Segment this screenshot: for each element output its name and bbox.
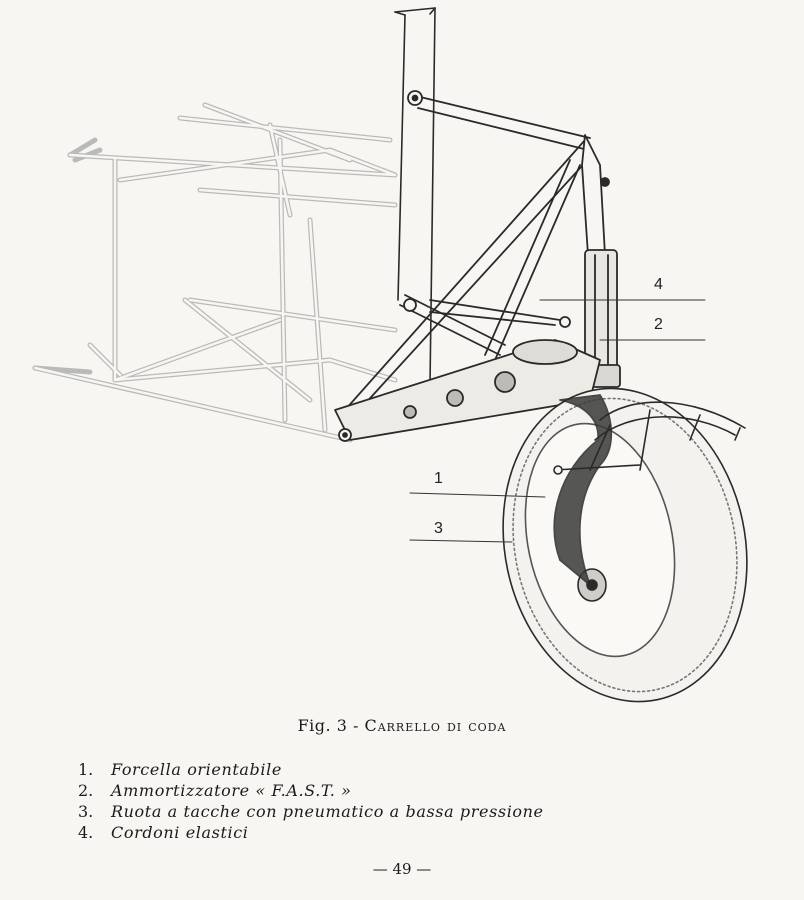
tail-wheel (475, 366, 775, 710)
legend-item-text: Ammortizzatore « F.A.S.T. » (111, 781, 352, 800)
shock-absorber (582, 135, 620, 387)
legend-item-text: Cordoni elastici (111, 823, 249, 842)
figure-caption-title: Carrello di coda (364, 716, 507, 735)
legend-item (78, 823, 544, 844)
callout-label-1: 1 (434, 470, 443, 487)
callout-label-3: 3 (434, 520, 443, 537)
callout-label-4: 4 (654, 276, 663, 293)
figure-caption (0, 716, 804, 735)
legend-item (78, 781, 544, 802)
legend-item-text: Forcella orientabile (111, 760, 282, 779)
legend-item (78, 760, 544, 781)
upper-strut (408, 91, 590, 150)
legend-item-number: 3. (78, 802, 94, 821)
figure-caption-prefix: Fig. 3 - (297, 716, 365, 735)
legend-item-number: 2. (78, 781, 94, 800)
figure-legend (78, 760, 544, 844)
legend-item-number: 1. (78, 760, 94, 779)
legend-item (78, 802, 544, 823)
page-number: — 49 — (372, 860, 432, 878)
legend-item-number: 4. (78, 823, 94, 842)
vertical-post (395, 8, 435, 385)
legend-item-text: Ruota a tacche con pneumatico a bassa pressione (111, 802, 544, 821)
callout-label-2: 2 (654, 316, 663, 333)
